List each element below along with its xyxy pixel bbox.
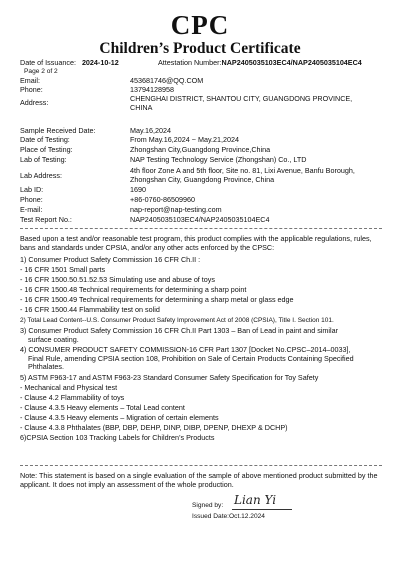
regulation-line: 3) Consumer Product Safety Commission 16 CFR Ch.II Part 1303 – Ban of Lead in paint and similar bbox=[20, 325, 338, 335]
lab-address-value: 4th floor Zone A and 5th floor, Site no. 81, Lixi Avenue, Banfu Borough, bbox=[130, 166, 355, 175]
disclaimer-note: Note: This statement is based on a single evaluation of the sample of above mentioned product submitted by the applicant. It does not imply an assessment of the whole production. bbox=[20, 471, 378, 489]
date-of-testing-value: From May.16,2024 ~ May.21,2024 bbox=[130, 135, 240, 144]
certificate-title: Children’s Product Certificate bbox=[99, 40, 301, 57]
lab-address-label: Lab Address: bbox=[20, 171, 62, 180]
regulation-line: Final Rule, amending CPSIA section 108, Prohibition on Sale of Certain Products Containing Specified bbox=[20, 353, 354, 363]
issued-date-row bbox=[192, 513, 265, 522]
regulation-line: 1) Consumer Product Safety Commission 16 CFR Ch.II : bbox=[20, 255, 201, 264]
sample-received-label: Sample Received Date: bbox=[20, 126, 96, 135]
regulation-line: - 16 CFR 1500.44 Flammability test on solid bbox=[20, 305, 160, 315]
address-value: CHENGHAI DISTRICT, SHANTOU CITY, GUANGDONG PROVINCE, bbox=[130, 94, 353, 103]
email-label: Email: bbox=[20, 76, 40, 85]
sample-received-value: May.16,2024 bbox=[130, 126, 172, 135]
phone-label: Phone: bbox=[20, 85, 43, 94]
regulation-line: surface coating. bbox=[20, 334, 79, 344]
divider bbox=[20, 465, 382, 466]
certificate-brand: CPC bbox=[170, 10, 230, 40]
regulation-line: - Clause 4.3.8 Phthalates (BBP, DBP, DEHP, DINP, DIBP, DPENP, DHEXP & DCHP) bbox=[20, 423, 288, 433]
signature-line bbox=[232, 509, 292, 510]
lab-email-value: nap-report@nap-testing.com bbox=[130, 205, 222, 214]
signature: Lian Yi bbox=[234, 493, 277, 507]
address-value-line2: CHINA bbox=[130, 103, 153, 112]
regulation-line: 4) CONSUMER PRODUCT SAFETY COMMISSION-16 CFR Part 1307 [Docket No.CPSC–2014–0033], bbox=[20, 344, 351, 354]
regulation-line: - Clause 4.3.5 Heavy elements – Migration of certain elements bbox=[20, 412, 219, 422]
issued-date-label: Issued Date: bbox=[192, 513, 230, 520]
issuance-date-row bbox=[20, 59, 119, 68]
regulation-list bbox=[20, 256, 382, 443]
regulation-line: - Mechanical and Physical test bbox=[20, 382, 118, 392]
place-of-testing-value: Zhongshan City,Guangdong Province,China bbox=[130, 145, 271, 154]
regulation-line: - 16 CFR 1501 Small parts bbox=[20, 265, 106, 275]
issued-date-value: Oct.12.2024 bbox=[229, 513, 265, 520]
regulation-line: - 16 CFR 1500.49 Technical requirements for determining a sharp metal or glass edge bbox=[20, 295, 294, 305]
phone-value: 13794128958 bbox=[130, 85, 174, 94]
attestation-number-row bbox=[158, 59, 362, 68]
address-label: Address: bbox=[20, 98, 49, 107]
regulation-line: - 16 CFR 1500.50.51.52.53 Simulating use and abuse of toys bbox=[20, 275, 215, 285]
regulation-line: 5) ASTM F963-17 and ASTM F963-23 Standard Consumer Safety Specification for Toy Safety bbox=[20, 372, 319, 382]
lab-of-testing-label: Lab of Testing: bbox=[20, 155, 67, 164]
email-value: 453681746@QQ.COM bbox=[130, 76, 204, 85]
lab-id-label: Lab ID: bbox=[20, 185, 44, 194]
page-number: Page 2 of 2 bbox=[24, 68, 58, 75]
regulation-line: 6)CPSIA Section 103 Tracking Labels for Children’s Products bbox=[20, 433, 215, 443]
attestation-number-value: NAP2405035103EC4/NAP2405035104EC4 bbox=[221, 58, 362, 67]
attestation-number-label: Attestation Number: bbox=[158, 58, 222, 67]
compliance-intro: Based upon a test and/or reasonable test program, this product complies with the applicable regulations, rules, bans and standards under CPSIA, and/or any other acts enforced by the CPSC: bbox=[20, 234, 372, 252]
place-of-testing-label: Place of Testing: bbox=[20, 145, 73, 154]
regulation-line: - Clause 4.3.5 Heavy elements – Total Lead content bbox=[20, 402, 185, 412]
lab-phone-value: +86-0760-86509960 bbox=[130, 195, 195, 204]
lab-of-testing-value: NAP Testing Technology Service (Zhongshan) Co., LTD bbox=[130, 155, 307, 164]
regulation-line: 2) Total Lead Content--U.S. Consumer Product Safety Improvement Act of 2008 (CPSIA), Title I. Section 101. bbox=[20, 316, 334, 324]
lab-address-value-line2: Zhongshan City, Guangdong Province, China bbox=[130, 175, 275, 184]
divider bbox=[20, 228, 382, 229]
test-report-label: Test Report No.: bbox=[20, 215, 72, 224]
regulation-line: - 16 CFR 1500.48 Technical requirements for determining a sharp point bbox=[20, 285, 247, 295]
regulation-line: - Clause 4.2 Flammability of toys bbox=[20, 392, 125, 402]
lab-id-value: 1690 bbox=[130, 185, 146, 194]
issuance-date-label: Date of Issuance: bbox=[20, 58, 76, 67]
lab-email-label: E-mail: bbox=[20, 205, 43, 214]
regulation-line: Phthalates. bbox=[20, 362, 64, 372]
test-report-value: NAP2405035103EC4/NAP2405035104EC4 bbox=[130, 215, 270, 224]
issuance-date-value: 2024-10-12 bbox=[81, 58, 119, 67]
date-of-testing-label: Date of Testing: bbox=[20, 135, 70, 144]
signed-by-label: Signed by: bbox=[192, 502, 224, 509]
lab-phone-label: Phone: bbox=[20, 195, 43, 204]
